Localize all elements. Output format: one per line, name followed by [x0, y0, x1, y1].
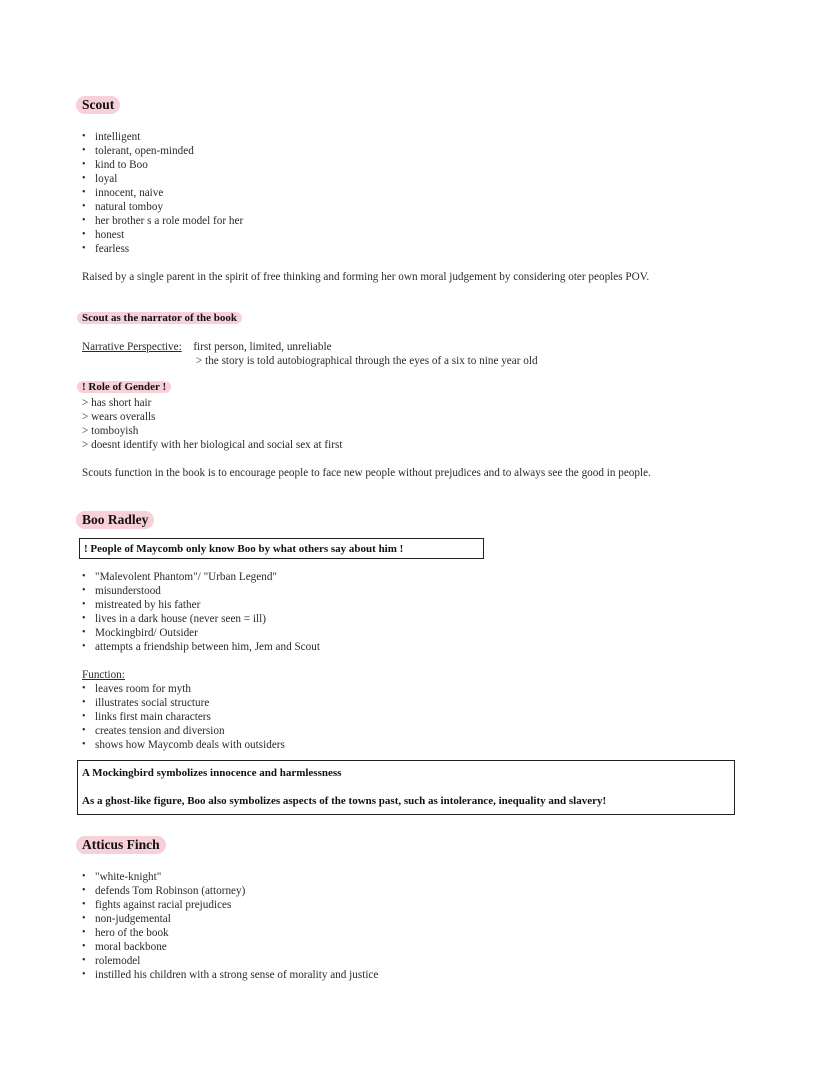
- scout-trait-item: • kind to Boo: [82, 158, 243, 172]
- atticus-traits-list: [82, 870, 378, 982]
- narrative-perspective-label: Narrative Perspective:: [82, 341, 182, 353]
- scout-summary: Raised by a single parent in the spirit of free thinking and forming her own moral judgement by considering oter peoples POV.: [82, 271, 650, 283]
- atticus-trait-item: • instilled his children with a strong sense of morality and justice: [82, 968, 378, 982]
- gender-point-item: > doesnt identify with her biological and social sex at first: [82, 439, 343, 451]
- boo-trait-item: • lives in a dark house (never seen = ill): [82, 612, 320, 626]
- narrative-perspective-value: first person, limited, unreliable: [193, 341, 332, 353]
- atticus-trait-item: • defends Tom Robinson (attorney): [82, 884, 378, 898]
- scout-trait-item: • honest: [82, 228, 243, 242]
- atticus-heading: Atticus Finch: [76, 836, 166, 854]
- gender-points-list: [82, 396, 342, 452]
- gender-point-item: > wears overalls: [82, 411, 156, 423]
- narrative-perspective-row: [82, 340, 332, 354]
- boo-functions-list: [82, 682, 285, 752]
- gender-role-heading: ! Role of Gender !: [77, 381, 171, 393]
- atticus-trait-item: • moral backbone: [82, 940, 378, 954]
- boo-trait-item: • Mockingbird/ Outsider: [82, 626, 320, 640]
- scout-heading: Scout: [76, 96, 120, 114]
- boo-function-label: Function:: [82, 669, 125, 681]
- boo-function-item: • shows how Maycomb deals with outsiders: [82, 738, 285, 752]
- scout-trait-item: • loyal: [82, 172, 243, 186]
- boo-function-item: • creates tension and diversion: [82, 724, 285, 738]
- scout-trait-item: • fearless: [82, 242, 243, 256]
- atticus-trait-item: • rolemodel: [82, 954, 378, 968]
- boo-function-item: • leaves room for myth: [82, 682, 285, 696]
- scout-function: Scouts function in the book is to encourage people to face new people without prejudices and to always see the good in people.: [82, 467, 651, 479]
- gender-point-item: > tomboyish: [82, 425, 139, 437]
- atticus-trait-item: • hero of the book: [82, 926, 378, 940]
- boo-function-item: • illustrates social structure: [82, 696, 285, 710]
- gender-point-item: > has short hair: [82, 397, 152, 409]
- scout-traits-list: [82, 130, 243, 256]
- boo-trait-item: • misunderstood: [82, 584, 320, 598]
- scout-trait-item: • natural tomboy: [82, 200, 243, 214]
- atticus-trait-item: • fights against racial prejudices: [82, 898, 378, 912]
- boo-heading: Boo Radley: [76, 511, 154, 529]
- boo-function-item: • links first main characters: [82, 710, 285, 724]
- atticus-trait-item: • non-judgemental: [82, 912, 378, 926]
- scout-narrator-heading: Scout as the narrator of the book: [77, 312, 242, 324]
- boo-trait-item: • attempts a friendship between him, Jem and Scout: [82, 640, 320, 654]
- scout-trait-item: • tolerant, open-minded: [82, 144, 243, 158]
- scout-trait-item: • intelligent: [82, 130, 243, 144]
- atticus-trait-item: • "white-knight": [82, 870, 378, 884]
- scout-trait-item: • her brother s a role model for her: [82, 214, 243, 228]
- scout-trait-item: • innocent, naive: [82, 186, 243, 200]
- narrative-perspective-detail: > the story is told autobiographical through the eyes of a six to nine year old: [196, 355, 538, 367]
- boo-symbolism-box: [77, 760, 735, 815]
- boo-symbol-line-1: A Mockingbird symbolizes innocence and harmlessness: [82, 767, 342, 779]
- boo-callout-box: ! People of Maycomb only know Boo by what others say about him !: [79, 538, 484, 559]
- boo-symbol-line-2: As a ghost-like figure, Boo also symbolizes aspects of the towns past, such as intolerance, inequality and slavery!: [82, 795, 607, 807]
- boo-traits-list: [82, 570, 320, 654]
- boo-trait-item: • mistreated by his father: [82, 598, 320, 612]
- boo-trait-item: • "Malevolent Phantom"/ "Urban Legend": [82, 570, 320, 584]
